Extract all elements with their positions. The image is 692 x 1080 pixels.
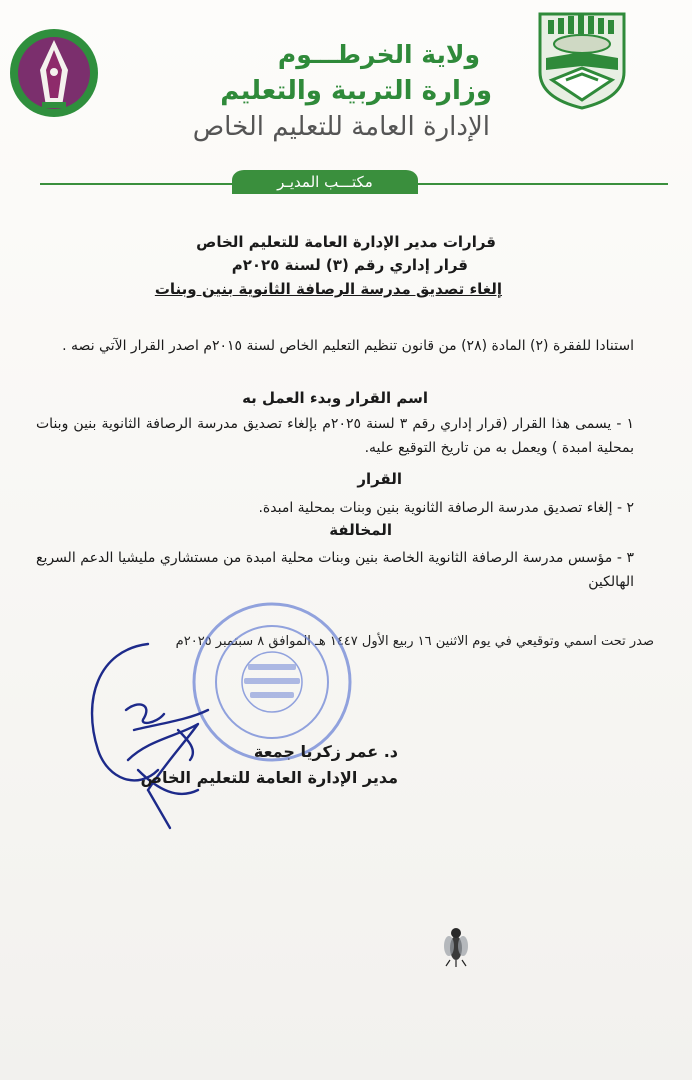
handwritten-signature <box>78 640 238 830</box>
khartoum-state-emblem-logo <box>536 10 628 110</box>
office-banner <box>0 170 692 200</box>
intro-paragraph: استنادا للفقرة (٢) المادة (٢٨) من قانون تنظيم التعليم الخاص لسنة ٢٠١٥م اصدر القرار الآتي نصه . <box>62 338 634 354</box>
fly-insect <box>440 920 472 968</box>
issue-date-line: صدر تحت اسمي وتوقيعي في يوم الاثنين ١٦ ربيع الأول ١٤٤٧ هـ الموافق ٨ سبتمبر ٢٠٢٥م <box>175 634 654 649</box>
section-heading-name: اسم القرار وبدء العمل به <box>242 389 428 407</box>
item-3: ٣ - مؤسس مدرسة الرصافة الثانوية الخاصة بنين وبنات محلية امبدة من مستشاري مليشيا الدعم السريع الهالكين <box>36 550 634 590</box>
ministry-name: وزارة التربية والتعليم <box>220 76 492 106</box>
office-tab-label: مكتـــب المديـر <box>232 170 418 194</box>
item-1: ١ - يسمى هذا القرار (قرار إداري رقم ٣ لسنة ٢٠٢٥م بإلغاء تصديق مدرسة الرصافة الثانوية بنين وبنات بمحلية امبدة ) ويعمل به من تاريخ التوقيع عليه. <box>36 416 634 456</box>
section-heading-violation: المخالفة <box>329 521 392 539</box>
department-name: الإدارة العامة للتعليم الخاص <box>192 112 490 142</box>
decision-series-title: قرارات مدير الإدارة العامة للتعليم الخاص <box>196 233 496 251</box>
signatory-title: مدير الإدارة العامة للتعليم الخاص <box>140 768 398 787</box>
item-2: ٢ - إلغاء تصديق مدرسة الرصافة الثانوية بنين وبنات بمحلية امبدة. <box>258 500 634 516</box>
state-name: ولاية الخرطـــوم <box>277 40 480 69</box>
section-heading-decision: القرار <box>357 470 402 488</box>
decision-number: قرار إداري رقم (٣) لسنة ٢٠٢٥م <box>231 256 468 274</box>
pen-nib-emblem-logo <box>6 26 102 120</box>
signatory-name: د. عمر زكريا جمعة <box>253 742 398 761</box>
decision-subject: إلغاء تصديق مدرسة الرصافة الثانوية بنين وبنات <box>154 280 502 298</box>
